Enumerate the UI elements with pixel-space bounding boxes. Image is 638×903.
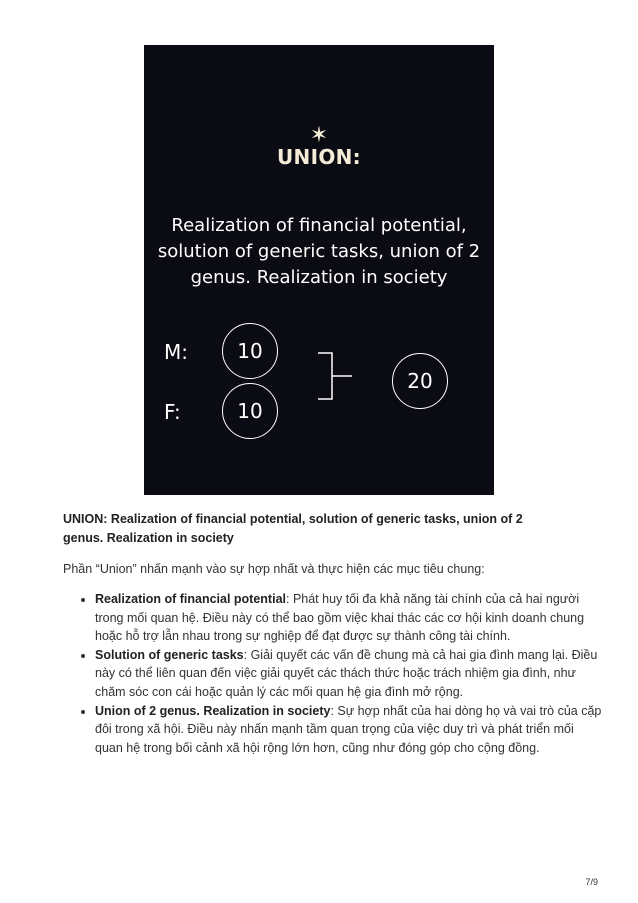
points-list [63, 590, 603, 757]
asterisk-star-icon: ✶ [309, 123, 329, 148]
list-item-text: : Giải quyết các vấn đề chung mà cả hai gia đình mang lại. Điều này có thể liên quan đến việc giải quyết các thách thức hoặc trách nhiệm gia đình, như chăm sóc con cái hoặc quản lý các mối quan hệ gia đình mở rộng. [95, 647, 598, 699]
sum-value-circle: 20 [392, 353, 448, 409]
male-label: M: [164, 340, 188, 364]
list-item [95, 702, 603, 758]
list-item-text: : Phát huy tối đa khả năng tài chính của cả hai người trong mối quan hệ. Điều này có thể bao gồm việc khai thác các cơ hội kinh doanh chung hoặc hỗ trợ lẫn nhau trong sự nghiệp để đạt được sự thành công tài chính. [95, 592, 585, 644]
card-body-text: Realization of financial potential, solution of generic tasks, union of 2 genus. Realization in society [157, 215, 481, 288]
page-number: 7/9 [585, 877, 598, 887]
list-item [95, 590, 603, 646]
female-value-circle: 10 [222, 383, 278, 439]
image-caption: UNION: Realization of financial potential, solution of generic tasks, union of 2 genus. Realization in society [63, 512, 523, 545]
intro-paragraph: Phần “Union” nhấn mạnh vào sự hợp nhất và thực hiện các mục tiêu chung: [63, 562, 485, 576]
female-label: F: [164, 400, 181, 424]
male-value-circle: 10 [222, 323, 278, 379]
union-card-image [144, 45, 494, 495]
list-item-term: Realization of financial potential [95, 592, 286, 606]
list-item-text: : Sự hợp nhất của hai dòng họ và vai trò của cặp đôi trong xã hội. Điều này nhấn mạnh tầm quan trọng của việc duy trì và phát triển mối quan hệ trong bối cảnh xã hội rộng lớn hơn, cũng như đóng góp cho cộng đồng. [95, 703, 602, 755]
sum-bracket-connector [312, 345, 362, 405]
list-item-term: Solution of generic tasks [95, 647, 244, 662]
list-item-term: Union of 2 genus. Realization in society [95, 703, 331, 718]
list-item [95, 646, 603, 702]
card-title: UNION: [277, 145, 361, 169]
